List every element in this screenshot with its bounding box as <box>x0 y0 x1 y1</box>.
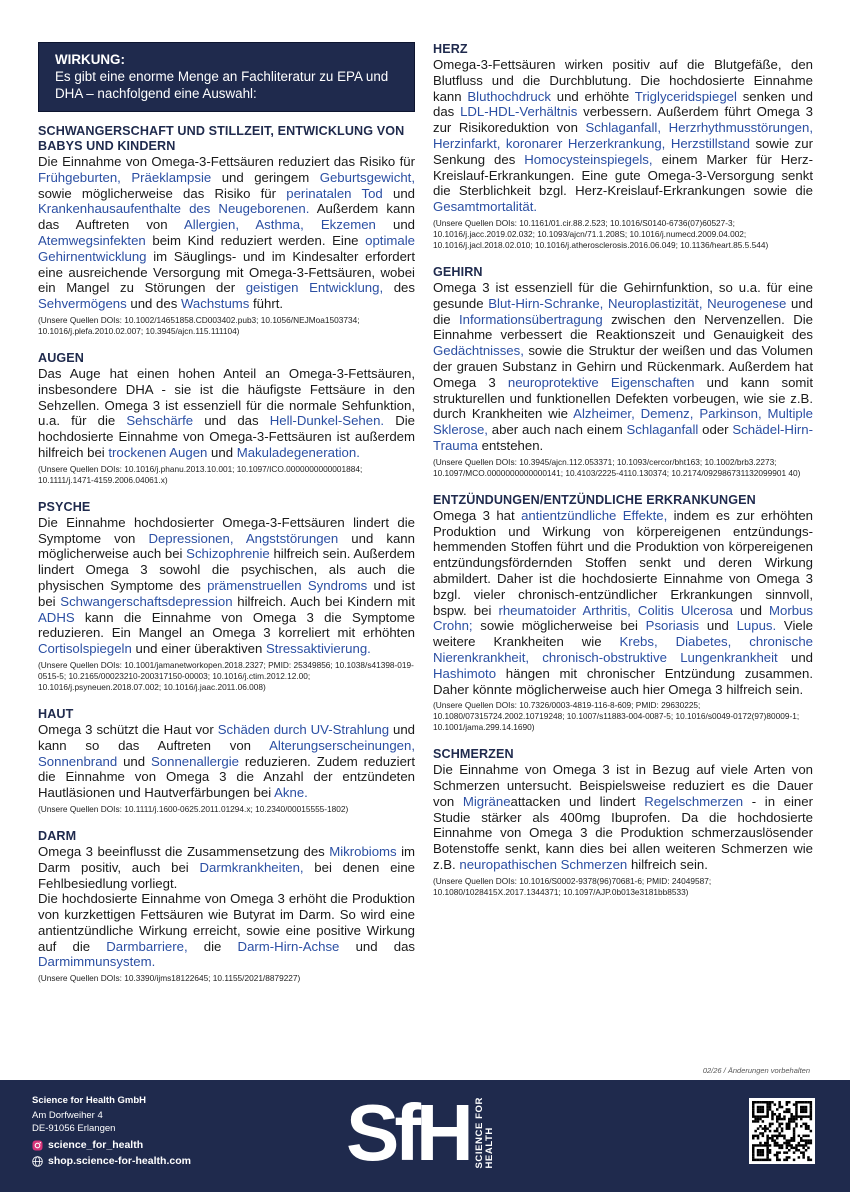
topic-link: Stressaktivierung. <box>266 641 371 657</box>
section-psyche <box>38 500 415 693</box>
section-heading: DARM <box>38 828 77 843</box>
topic-link: Regelschmerzen <box>644 793 744 809</box>
topic-link: Gesamtmortalität. <box>433 199 538 215</box>
section-sources: (Unsere Quellen DOIs: 10.1001/jamanetworkopen.2018.2327; PMID: 25349856; 10.1038/s41398-019-0515-5; 10.2165/00023210-200317150-00003; 10.1016/j.ctim.2012.12.00; 10.1016/j.psyneuen.2018.07.002; 10.1016/j.jaac.2011.06.008) <box>38 659 414 692</box>
address-street: Am Dorfweiher 4 <box>32 1110 103 1121</box>
instagram-icon <box>32 1140 43 1151</box>
qr-code-icon[interactable] <box>749 1098 815 1164</box>
right-column <box>433 42 813 912</box>
topic-link: LDL-HDL-Verhältnis <box>460 104 578 120</box>
topic-link: Blut-Hirn-Schranke, Neuroplastizität, Neurogenese <box>488 295 787 311</box>
address-city: DE-91056 Erlangen <box>32 1123 116 1134</box>
topic-link: Schäden durch UV-Strahlung <box>217 721 390 737</box>
instagram-handle[interactable]: science_for_health <box>48 1139 144 1151</box>
section-body: Das Auge hat einen hohen Anteil an Omega-3-Fettsäuren, insbesondere DHA - sie ist die häufigste Fettsäure in den Sehzellen. Omega 3 ist essenziell für die normale Sehfunktion, u.a. für die Sehschärfe und das Hell-Dunkel-Sehen. Die hochdosierte Einnahme von Omega-3-Fettsäuren ist außerdem hilfreich bei trockenen Augen und Makuladegeneration. <box>38 365 415 460</box>
section-body: Omega-3-Fettsäuren wirken positiv auf die Blutgefäße, den Blutfluss und die Durchblutung. Die hochdosierte Einnahme kann Bluthochdruck und erhöhte Triglyceridspiegel senken und das LDL-HDL-Verhältnis verbessern. Außerdem führt Omega 3 zur Risikoreduktion von Schlaganfall, Herzrhythmusstörungen, Herzinfarkt, koronarer Herzerkrankung, Herzstillstand sowie zur Senkung des Homocysteinspiegels, einem Marker für Herz-Kreislauf-Erkrankungen. Eine gute Omega-3-Versorgung senkt die Sterblichkeit bzgl. Herz-Kreislauf-Erkrankungen sowie die Gesamtmortalität. <box>433 57 814 215</box>
section-sources: (Unsere Quellen DOIs: 10.1161/01.cir.88.2.523; 10.1016/S0140-6736(07)60527-3; 10.1016/j.jacc.2019.02.032; 10.1093/ajcn/71.1.208S; 10.1016/j.numecd.2009.04.002; 10.1016/j.jacl.2018.02.010; 10.1016/j.atherosclerosis.2016.06.049; 10.1136/heart.85.5.544) <box>433 217 769 250</box>
section-sources: (Unsere Quellen DOIs: 10.3945/ajcn.112.053371; 10.1093/cercor/bht163; 10.1002/brb3.2273; 10.1097/MCO.0000000000000141; 10.4103/2225-4110.130374; 10.2174/092986731132099901 40) <box>433 456 801 478</box>
topic-link: rheumatoider Arthritis, Colitis Ulcerosa <box>498 602 733 618</box>
section-body: Omega 3 schützt die Haut vor Schäden durch UV-Strahlung und kann so das Auftreten von Alterungserscheinungen, Sonnenbrand und Sonnenallergie reduzieren. Zudem reduziert die Einnahme von Omega 3 die Anzahl der entzündeten Hautläsionen und Hautverfärbungen bei Akne. <box>38 721 415 801</box>
logo-wordmark: SfH <box>346 1088 469 1177</box>
topic-link: Darmkrankheiten, <box>199 859 304 875</box>
globe-icon <box>32 1156 43 1167</box>
topic-link: Schizophrenie <box>186 546 270 562</box>
topic-link: Sehschärfe <box>126 413 194 429</box>
topic-link: Homocysteinspiegels, <box>524 151 653 167</box>
topic-link: Darm-Hirn-Achse <box>237 938 340 954</box>
topic-link: Frühgeburten, Präeklampsie <box>38 169 212 185</box>
section-body: Die Einnahme hochdosierter Omega-3-Fettsäuren lindert die Symptome von Depressionen, Angststörungen und kann möglicherweise auch bei Schizophrenie hilfreich sein. Außerdem lindert Omega 3 sowohl die psychischen, als auch die physischen Symptome des prämenstruellen Syndroms und ist bei Schwangerschaftsdepression hilfreich. Auch bei Kindern mit ADHS kann die Einnahme von Omega 3 die Symptome reduzieren. Ein Mangel an Omega 3 korreliert mit erhöhten Cortisolspiegeln und einer überaktiven Stressaktivierung. <box>38 514 416 657</box>
section-sources: (Unsere Quellen DOIs: 10.1111/j.1600-0625.2011.01294.x; 10.2340/00015555-1802) <box>38 803 349 814</box>
section-sources: (Unsere Quellen DOIs: 10.1016/j.phanu.2013.10.001; 10.1097/ICO.0000000000001884; 10.1111/j.1471-4159.2006.04061.x) <box>38 463 363 485</box>
topic-link: Bluthochdruck <box>467 88 551 104</box>
topic-link: Psoriasis <box>645 618 700 634</box>
topic-link: trockenen Augen <box>108 444 208 460</box>
left-column <box>38 42 415 998</box>
section-heading: ENTZÜNDUNGEN/ENTZÜNDLICHE ERKRANKUNGEN <box>433 492 756 507</box>
section-body-2: Die hochdosierte Einnahme von Omega 3 erhöht die Produktion von kurzkettigen Fettsäuren wie Butyrat im Darm. So wird eine antientzündliche Wirkung erreicht, sowie eine positive Wirkung auf die Darmbarriere, die Darm-Hirn-Achse und das Darmimmunsystem. <box>38 891 415 970</box>
section-augen <box>38 351 415 486</box>
section-body: Omega 3 beeinflusst die Zusammensetzung des Mikrobioms im Darm positiv, auch bei Darmkrankheiten, bei denen eine Fehlbesiedlung vorliegt. <box>38 843 415 891</box>
sfh-logo <box>346 1090 495 1176</box>
section-entzuendungen <box>433 493 813 734</box>
topic-link: Sonnenallergie <box>150 753 239 769</box>
section-heading: HAUT <box>38 706 74 721</box>
section-darm <box>38 829 415 984</box>
topic-link: Schlaganfall, Herzrhythmusstörungen, Herzinfarkt, koronarer Herzerkrankung, Herzstillstand <box>433 120 813 151</box>
topic-link: Schädel-Hirn-Trauma <box>433 422 813 453</box>
section-body: Omega 3 hat antientzündliche Effekte, indem es zur erhöhten Produktion und Wirkung von körpereigenen entzündungshemmenden Stoffen führt und die Produktion von körpereigenen entzündungsfördernden Stoffen senkt und deren Wirkung abmildert. Daher ist die hochdosierte Einnahme von Omega 3 bzgl. vieler chronisch-entzündlicher Erkrankungen sinnvoll, bspw. bei rheumatoider Arthritis, Colitis Ulcerosa und Morbus Crohn; sowie möglicherweise bei Psoriasis und Lupus. Viele weitere Krankheiten wie Krebs, Diabetes, chronische Nierenkrankheit, chronisch-obstruktive Lungenkrankheit und Hashimoto hängen mit chronischer Entzündung zusammen. Daher könnte möglicherweise auch hier Omega 3 hilfreich sein. <box>433 507 814 697</box>
topic-link: perinatalen Tod <box>286 185 383 201</box>
website-link[interactable]: shop.science-for-health.com <box>48 1155 191 1167</box>
company-address <box>32 1094 146 1135</box>
wirkung-box <box>38 42 415 112</box>
topic-link: Geburtsgewicht, <box>319 169 415 185</box>
topic-link: Hell-Dunkel-Sehen. <box>269 413 385 429</box>
topic-link: Sehvermögens <box>38 296 127 312</box>
topic-link: Triglyceridspiegel <box>634 88 737 104</box>
section-heading: PSYCHE <box>38 499 91 514</box>
section-herz <box>433 42 813 251</box>
section-heading: SCHMERZEN <box>433 747 514 762</box>
topic-link: Schwangerschaftsdepression <box>60 593 233 609</box>
wirkung-text: Es gibt eine enorme Menge an Fachliteratur zu EPA und DHA – nachfolgend eine Auswahl: <box>55 69 389 101</box>
website-row[interactable] <box>32 1155 191 1167</box>
section-schwangerschaft <box>38 124 415 337</box>
topic-link: Migräne <box>462 793 511 809</box>
topic-link: Makuladegeneration. <box>236 444 360 460</box>
topic-link: Depressionen, Angststörungen <box>148 530 339 546</box>
topic-link: geistigen Entwicklung, <box>245 280 384 296</box>
topic-link: Hashimoto <box>433 665 497 681</box>
topic-link: Schlaganfall <box>626 422 699 438</box>
section-heading: HERZ <box>433 42 468 56</box>
topic-link: Akne. <box>274 785 308 801</box>
section-sources: (Unsere Quellen DOIs: 10.1016/S0002-9378(96)70681-6; PMID: 24049587; 10.1080/1028415X.2017.1344371; 10.1097/AJP.0b013e3181bb8533) <box>433 875 712 897</box>
topic-link: Atemwegsinfekten <box>38 232 146 248</box>
topic-link: Allergien, Asthma, Ekzemen <box>184 217 376 233</box>
section-haut <box>38 707 415 815</box>
wirkung-title: WIRKUNG: <box>55 52 125 67</box>
qr-code-graphic <box>749 1098 815 1164</box>
section-sources: (Unsere Quellen DOIs: 10.1002/14651858.CD003402.pub3; 10.1056/NEJMoa1503734; 10.1016/j.plefa.2010.02.007; 10.3945/ajcn.115.111104) <box>38 314 360 336</box>
topic-link: Cortisolspiegeln <box>38 641 132 657</box>
topic-link: Alterungserscheinungen, Sonnenbrand <box>38 737 415 769</box>
topic-link: Informationsübertragung <box>459 311 603 327</box>
topic-link: Wachstums <box>180 296 250 312</box>
topic-link: antientzündliche Effekte, <box>521 507 668 523</box>
footer <box>0 1080 850 1192</box>
section-sources: (Unsere Quellen DOIs: 10.3390/ijms18122645; 10.1155/2021/8879227) <box>38 973 301 984</box>
section-schmerzen <box>433 747 813 898</box>
section-body: Die Einnahme von Omega-3-Fettsäuren reduziert das Risiko für Frühgeburten, Präeklampsie und geringem Geburtsgewicht, sowie möglicherweise das Risiko für perinatalen Tod und Krankenhausaufenthalte des Neugeborenen. Außerdem kann das Auftreten von Allergien, Asthma, Ekzemen und Atemwegsinfekten beim Kind reduziert werden. Eine optimale Gehirnentwicklung im Säuglings- und im Kindesalter erfordert eine ausreichende Versorgung mit Omega-3-Fettsäuren, wobei ein Mangel zu Störungen der geistigen Entwicklung, des Sehvermögens und des Wachstums führt. <box>38 154 416 312</box>
section-heading: AUGEN <box>38 350 84 365</box>
company-name: Science for Health GmbH <box>32 1095 147 1106</box>
section-heading: GEHIRN <box>433 264 483 279</box>
instagram-row[interactable] <box>32 1139 143 1151</box>
topic-link: Mikrobioms <box>329 843 397 859</box>
revision-note: 02/26 / Änderungen vorbehalten <box>702 1066 810 1075</box>
section-gehirn <box>433 265 813 479</box>
topic-link: Alzheimer, Demenz, Parkinson, Multiple Sklerose, <box>433 406 813 438</box>
logo-tagline: SCIENCE FOR HEALTH <box>473 1097 495 1169</box>
section-body: Omega 3 ist essenziell für die Gehirnfunktion, so u.a. für eine gesunde Blut-Hirn-Schranke, Neuroplastizität, Neurogenese und die Informationsübertragung zwischen den Nervenzellen. Die Einnahme verbessert die Reaktionszeit und Genauigkeit des Gedächtnisses, sowie die Struktur der weißen und das Volumen der grauen Substanz in Gehirn und Rückenmark. Außerdem hat Omega 3 neuroprotektive Eigenschaften und kann somit strukturellen und funktionellen Defekten vorbeugen, wie sie z.B. durch Krankheiten wie Alzheimer, Demenz, Parkinson, Multiple Sklerose, aber auch nach einem Schlaganfall oder Schädel-Hirn-Trauma entstehen. <box>433 279 813 453</box>
topic-link: Krankenhausaufenthalte des Neugeborenen. <box>38 201 310 217</box>
section-heading: SCHWANGERSCHAFT UND STILLZEIT, ENTWICKLUNG VON BABYS UND KINDERN <box>38 124 405 153</box>
topic-link: optimale Gehirnentwicklung <box>38 232 415 264</box>
topic-link: Gedächtnisses, <box>433 343 524 359</box>
topic-link: Krebs, Diabetes, chronische Nierenkrankheit, chronisch-obstruktive Lungenkrankheit <box>433 634 813 665</box>
topic-link: Darmbarriere, <box>106 938 188 954</box>
section-body: Die Einnahme von Omega 3 ist in Bezug auf viele Arten von Schmerzen untersucht. Beispielsweise reduziert es die Dauer von Migräneattacken und lindert Regelschmerzen - in einer Studie stärker als 400mg Ibuprofen. Da die hochdosierte Einnahme von Omega 3 die Produktion schmerzauslösender Botenstoffe senkt, kann dies bei allen weiteren Schmerzen wie z.B. neuropathischen Schmerzen hilfreich sein. <box>433 762 813 873</box>
topic-link: Lupus. <box>736 618 777 634</box>
topic-link: neuroprotektive Eigenschaften <box>507 374 695 390</box>
section-sources: (Unsere Quellen DOIs: 10.7326/0003-4819-116-8-609; PMID: 29630225; 10.1080/07315724.2002.10719248; 10.1007/s11883-004-0087-5; 10.1016/s0049-0172(97)80009-1; 10.1001/jama.299.14.1690) <box>433 700 800 733</box>
topic-link: Darmimmunsystem. <box>38 954 156 970</box>
topic-link: neuropathischen Schmerzen <box>459 857 628 873</box>
topic-link: ADHS <box>38 609 75 625</box>
topic-link: Morbus Crohn; <box>433 602 813 634</box>
topic-link: prämenstruellen Syndroms <box>207 577 368 593</box>
